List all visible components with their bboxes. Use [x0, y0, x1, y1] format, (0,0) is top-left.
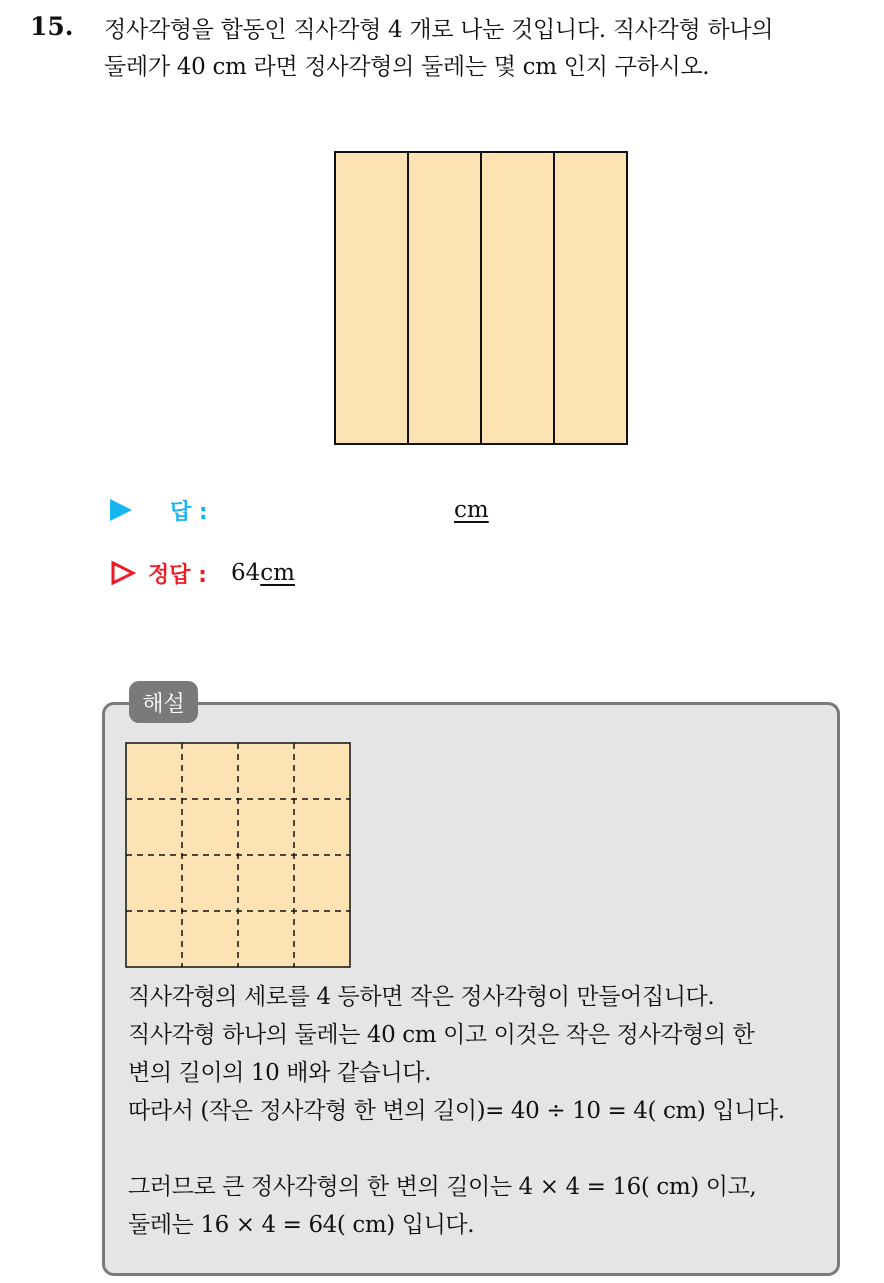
- rectangle-strip-2: [408, 152, 481, 444]
- rectangle-strip-4: [554, 152, 627, 444]
- solution-line-6: 둘레는 16 × 4 = 64( cm) 입니다.: [128, 1212, 475, 1238]
- solution-line-2: 직사각형 하나의 둘레는 40 cm 이고 이것은 작은 정사각형의 한: [128, 1022, 755, 1048]
- square-divided-into-rectangles-figure: [333, 150, 629, 446]
- solution-line-5: 그러므로 큰 정사각형의 한 변의 길이는 4 × 4 = 16( cm) 이고,: [128, 1174, 757, 1200]
- solution-line-4: 따라서 (작은 정사각형 한 변의 길이)= 40 ÷ 10 = 4( cm) 입니다.: [128, 1098, 785, 1124]
- correct-answer-row: [110, 553, 295, 593]
- correct-answer-unit: cm: [260, 560, 295, 586]
- solution-line-1: 직사각형의 세로를 4 등하면 작은 정사각형이 만들어집니다.: [128, 984, 715, 1010]
- answer-label: 답 :: [170, 499, 208, 525]
- answer-blank-unit: [454, 490, 489, 530]
- solution-tag: 해설: [129, 681, 198, 723]
- solution-text: [128, 978, 833, 1244]
- solution-blank-line: [128, 1130, 833, 1168]
- filled-triangle-icon: [110, 499, 132, 521]
- question-line-2: 둘레가 40 cm 라면 정사각형의 둘레는 몇 cm 인지 구하시오.: [104, 54, 710, 80]
- question-number: 15.: [30, 12, 74, 41]
- grid-square-figure: [125, 742, 353, 970]
- rectangle-strip-3: [481, 152, 554, 444]
- correct-answer-value: 64: [230, 560, 261, 586]
- answer-unit: cm: [454, 497, 489, 523]
- correct-answer-label: 정답 :: [148, 562, 207, 588]
- question-text: [104, 12, 874, 86]
- answer-row: [110, 490, 208, 530]
- outline-triangle-icon: [110, 560, 136, 586]
- question-line-1: 정사각형을 합동인 직사각형 4 개로 나눈 것입니다. 직사각형 하나의: [104, 17, 774, 43]
- rectangle-strip-1: [335, 152, 408, 444]
- solution-line-3: 변의 길이의 10 배와 같습니다.: [128, 1060, 432, 1086]
